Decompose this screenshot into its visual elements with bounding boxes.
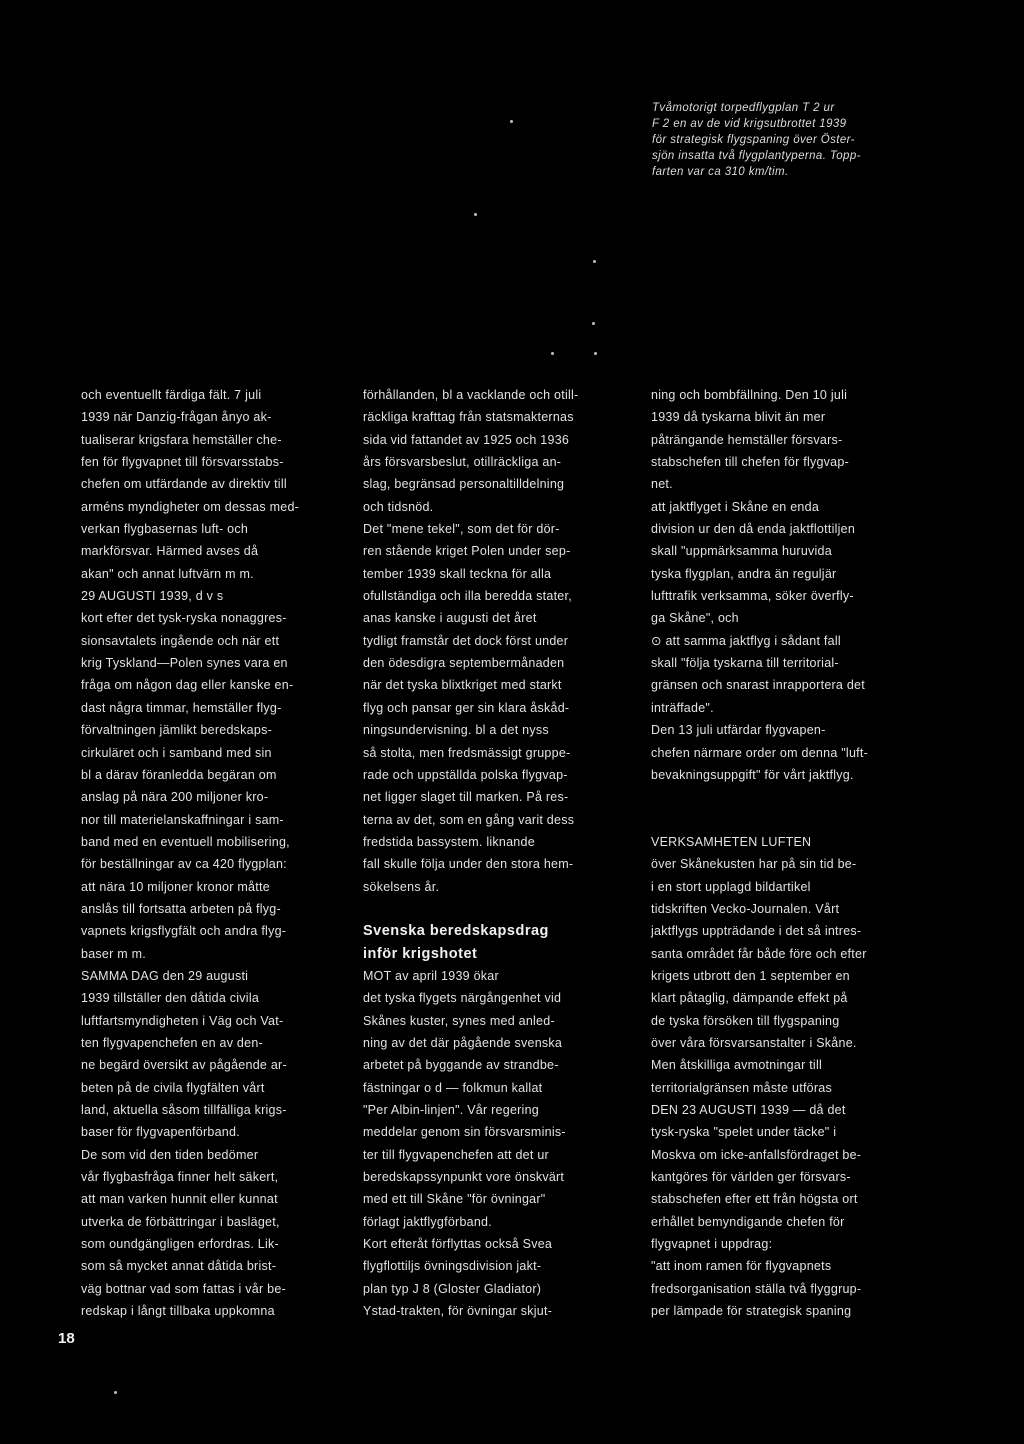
text-line: vapnets krigsflygfält och andra flyg- — [81, 924, 287, 939]
text-line: bevakningsuppgift" för vårt jaktflyg. — [651, 767, 854, 782]
text-line: anslås till fortsatta arbeten på flyg- — [81, 901, 281, 916]
text-line: att nära 10 miljoner kronor måtte — [81, 879, 270, 894]
text-line: flygvapnet i uppdrag: — [651, 1237, 773, 1252]
text-line: land, aktuella såsom tillfälliga krigs- — [81, 1103, 287, 1117]
text-line: ning och bombfällning. Den 10 juli — [651, 388, 848, 402]
text-line: beten på de civila flygfälten vårt — [81, 1080, 265, 1095]
text-line: erhållet bemyndigande chefen för — [651, 1214, 845, 1229]
text-line: VERKSAMHETEN LUFTEN — [651, 834, 812, 849]
text-line: luftfartsmyndigheten i Väg och Vat- — [81, 1013, 284, 1028]
text-line: som så mycket annat dåtida brist- — [81, 1259, 277, 1274]
text-line: gränsen och snarast inrapportera det — [651, 678, 865, 693]
text-line: per lämpade för strategisk spaning — [651, 1304, 852, 1319]
text-line: baser m m. — [81, 946, 147, 961]
print-speck — [474, 213, 477, 216]
text-line: markförsvar. Härmed avses då — [81, 544, 259, 559]
text-line: verkan flygbasernas luft- och — [81, 522, 249, 537]
text-line: cirkuläret och i samband med sin — [81, 745, 272, 760]
text-line: Kort efteråt förflyttas också Svea — [363, 1237, 553, 1252]
text-line: ning av det där pågående svenska — [363, 1035, 563, 1050]
caption-line: farten var ca 310 km/tim. — [652, 166, 789, 178]
text-line: räckliga krafttag från statsmakternas — [363, 410, 574, 425]
text-line: nor till materielanskaffningar i sam- — [81, 812, 284, 827]
text-line: så stolta, men fredsmässigt gruppe- — [363, 745, 571, 760]
text-line: sionsavtalets ingående och när ett — [81, 633, 280, 648]
text-line: arbetet på byggande av strandbe- — [363, 1058, 559, 1073]
text-line: slag, begränsad personaltilldelning — [363, 477, 565, 492]
text-line: fråga om någon dag eller kanske en- — [81, 678, 294, 693]
text-line: net. — [651, 477, 673, 492]
text-line: "Per Albin-linjen". Vår regering — [363, 1103, 539, 1117]
text-line: 1939 när Danzig-frågan ånyo ak- — [81, 410, 272, 425]
text-line: att man varken hunnit eller kunnat — [81, 1192, 278, 1207]
section-heading: inför krigshotet — [363, 945, 478, 962]
text-line: stabschefen till chefen för flygvap- — [651, 455, 849, 470]
text-line: i en stort upplagd bildartikel — [651, 879, 811, 894]
text-line: territorialgränsen måste utföras — [651, 1080, 832, 1095]
text-column-2 — [363, 384, 628, 1322]
caption-line: F 2 en av de vid krigsutbrottet 1939 — [652, 118, 847, 130]
text-line: Det "mene tekel", som det för dör- — [363, 522, 560, 537]
text-line: och tidsnöd. — [363, 499, 434, 514]
text-line: band med en eventuell mobilisering, — [81, 834, 290, 849]
text-line: beredskapssynpunkt vore önskvärt — [363, 1170, 565, 1185]
text-line: division ur den då enda jaktflottiljen — [651, 522, 856, 537]
text-line: tysk-ryska "spelet under täcke" i — [651, 1125, 837, 1140]
text-line: Skånes kuster, synes med anled- — [363, 1013, 555, 1028]
text-line: fredsorganisation ställa två flyggrup- — [651, 1281, 862, 1296]
text-line: kantgöres för världen ger försvars- — [651, 1170, 851, 1185]
text-line: tidskriften Vecko-Journalen. Vårt — [651, 901, 840, 916]
text-line: de tyska försöken till flygspaning — [651, 1013, 840, 1028]
text-line: flygflottiljs övningsdivision jakt- — [363, 1259, 542, 1274]
text-line: bl a därav föranledda begäran om — [81, 767, 277, 782]
text-line: Den 13 juli utfärdar flygvapen- — [651, 723, 826, 738]
print-speck — [551, 352, 554, 355]
caption-line: för strategisk flygspaning över Öster- — [652, 134, 855, 146]
text-column-1 — [81, 384, 343, 1322]
text-line: förvaltningen jämlikt beredskaps- — [81, 723, 272, 738]
text-line: att jaktflyget i Skåne en enda — [651, 499, 820, 514]
text-line: dast några timmar, hemställer flyg- — [81, 700, 282, 715]
text-line: anas kanske i augusti det året — [363, 611, 537, 626]
text-line: kort efter det tysk-ryska nonaggres- — [81, 611, 287, 626]
text-line: "att inom ramen för flygvapnets — [651, 1259, 832, 1274]
text-line: lufttrafik verksamma, söker överfly- — [651, 589, 854, 604]
text-line: sida vid fattandet av 1925 och 1936 — [363, 432, 570, 447]
text-line: ren stående kriget Polen under sep- — [363, 544, 571, 559]
text-line: den ödesdigra septembermånaden — [363, 656, 565, 671]
text-line: net ligger slaget till marken. På res- — [363, 790, 569, 805]
text-line: sökelsens år. — [363, 879, 440, 894]
text-line: års försvarsbeslut, otillräckliga an- — [363, 455, 562, 470]
text-line: och eventuellt färdiga fält. 7 juli — [81, 388, 262, 402]
text-line: ningsundervisning. bl a det nyss — [363, 723, 549, 738]
text-line: skall "uppmärksamma huruvida — [651, 544, 832, 559]
text-line: väg bottnar vad som fattas i vår be- — [81, 1281, 286, 1296]
text-line: akan" och annat luftvärn m m. — [81, 566, 254, 581]
text-line: plan typ J 8 (Gloster Gladiator) — [363, 1281, 542, 1296]
text-line: det tyska flygets närgångenhet vid — [363, 991, 562, 1006]
caption-line: Tvåmotorigt torpedflygplan T 2 ur — [652, 102, 835, 114]
print-speck — [114, 1391, 117, 1394]
text-line: skall "följa tyskarna till territorial- — [651, 656, 839, 671]
text-line: arméns myndigheter om dessas med- — [81, 499, 300, 514]
text-line: förlagt jaktflygförband. — [363, 1214, 492, 1229]
print-speck — [594, 352, 597, 355]
text-line: krigets utbrott den 1 september en — [651, 968, 850, 983]
text-line: chefen närmare order om denna "luft- — [651, 745, 869, 760]
text-line: ter till flygvapenchefen att det ur — [363, 1147, 549, 1162]
text-line: fredstida bassystem. liknande — [363, 834, 535, 849]
text-line: fall skulle följa under den stora hem- — [363, 857, 574, 872]
text-line: tyska flygplan, andra än reguljär — [651, 566, 837, 581]
text-line: ten flygvapenchefen en av den- — [81, 1035, 263, 1050]
text-line: med ett till Skåne "för övningar" — [363, 1192, 546, 1207]
text-line: över Skånekusten har på sin tid be- — [651, 857, 857, 872]
text-line: tember 1939 skall teckna för alla — [363, 566, 552, 581]
text-line: De som vid den tiden bedömer — [81, 1147, 259, 1162]
text-line: förhållanden, bl a vacklande och otill- — [363, 388, 579, 402]
text-line: 1939 tillställer den dåtida civila — [81, 991, 260, 1006]
text-line: SAMMA DAG den 29 augusti — [81, 968, 249, 983]
text-line: baser för flygvapenförband. — [81, 1125, 240, 1140]
text-line: chefen om utfärdande av direktiv till — [81, 477, 287, 492]
text-line: meddelar genom sin försvarsminis- — [363, 1125, 566, 1140]
text-line: terna av det, som en gång varit dess — [363, 812, 575, 827]
text-line: över våra försvarsanstalter i Skåne. — [651, 1035, 857, 1050]
print-speck — [592, 322, 595, 325]
text-line: tualiserar krigsfara hemställer che- — [81, 432, 282, 447]
text-line: ⊙ att samma jaktflyg i sådant fall — [651, 633, 841, 648]
text-line: tydligt framstår det dock först under — [363, 633, 569, 648]
text-line: krig Tyskland—Polen synes vara en — [81, 656, 288, 671]
text-line: vår flygbasfråga finner helt säkert, — [81, 1170, 279, 1185]
text-line: rade och uppställda polska flygvap- — [363, 767, 568, 782]
text-line: när det tyska blixtkriget med starkt — [363, 678, 562, 693]
text-line: flyg och pansar ger sin klara åskåd- — [363, 700, 570, 715]
text-line: 1939 då tyskarna blivit än mer — [651, 410, 826, 425]
section-heading: Svenska beredskapsdrag — [363, 923, 549, 940]
text-line: DEN 23 AUGUSTI 1939 — då det — [651, 1103, 846, 1117]
text-line: 29 AUGUSTI 1939, d v s — [81, 589, 224, 604]
paragraph-gap — [651, 809, 919, 831]
paragraph-gap — [363, 898, 628, 920]
print-speck — [593, 260, 596, 263]
text-line: inträffade". — [651, 700, 714, 715]
text-line: anslag på nära 200 miljoner kro- — [81, 790, 269, 805]
print-speck — [510, 120, 513, 123]
text-line: för beställningar av ca 420 flygplan: — [81, 857, 287, 872]
paragraph-gap — [651, 786, 919, 808]
page-number: 18 — [58, 1330, 75, 1347]
text-line: stabschefen efter ett från högsta ort — [651, 1192, 858, 1207]
text-line: fästningar o d — folkmun kallat — [363, 1080, 543, 1095]
photo-caption — [652, 100, 912, 180]
text-line: jaktflygs uppträdande i det så intres- — [651, 924, 862, 939]
text-line: ne begärd översikt av pågående ar- — [81, 1058, 287, 1073]
text-line: klart påtaglig, dämpande effekt på — [651, 991, 848, 1006]
text-line: redskap i långt tillbaka uppkomna — [81, 1304, 275, 1319]
text-line: Moskva om icke-anfallsfördraget be- — [651, 1147, 862, 1162]
text-line: fen för flygvapnet till försvarsstabs- — [81, 455, 284, 470]
caption-line: sjön insatta två flygplantyperna. Topp- — [652, 150, 861, 162]
text-line: ga Skåne", och — [651, 611, 739, 626]
text-line: som oundgängligen erfordras. Lik- — [81, 1237, 279, 1252]
text-line: santa området får både före och efter — [651, 946, 867, 961]
text-line: Ystad-trakten, för övningar skjut- — [363, 1304, 553, 1319]
text-line: påträngande hemställer försvars- — [651, 432, 843, 447]
text-line: MOT av april 1939 ökar — [363, 968, 499, 983]
text-line: utverka de förbättringar i basläget, — [81, 1214, 280, 1229]
text-column-3 — [651, 384, 919, 1322]
text-line: Men åtskilliga avmotningar till — [651, 1058, 823, 1073]
text-line: ofullständiga och illa beredda stater, — [363, 589, 572, 604]
